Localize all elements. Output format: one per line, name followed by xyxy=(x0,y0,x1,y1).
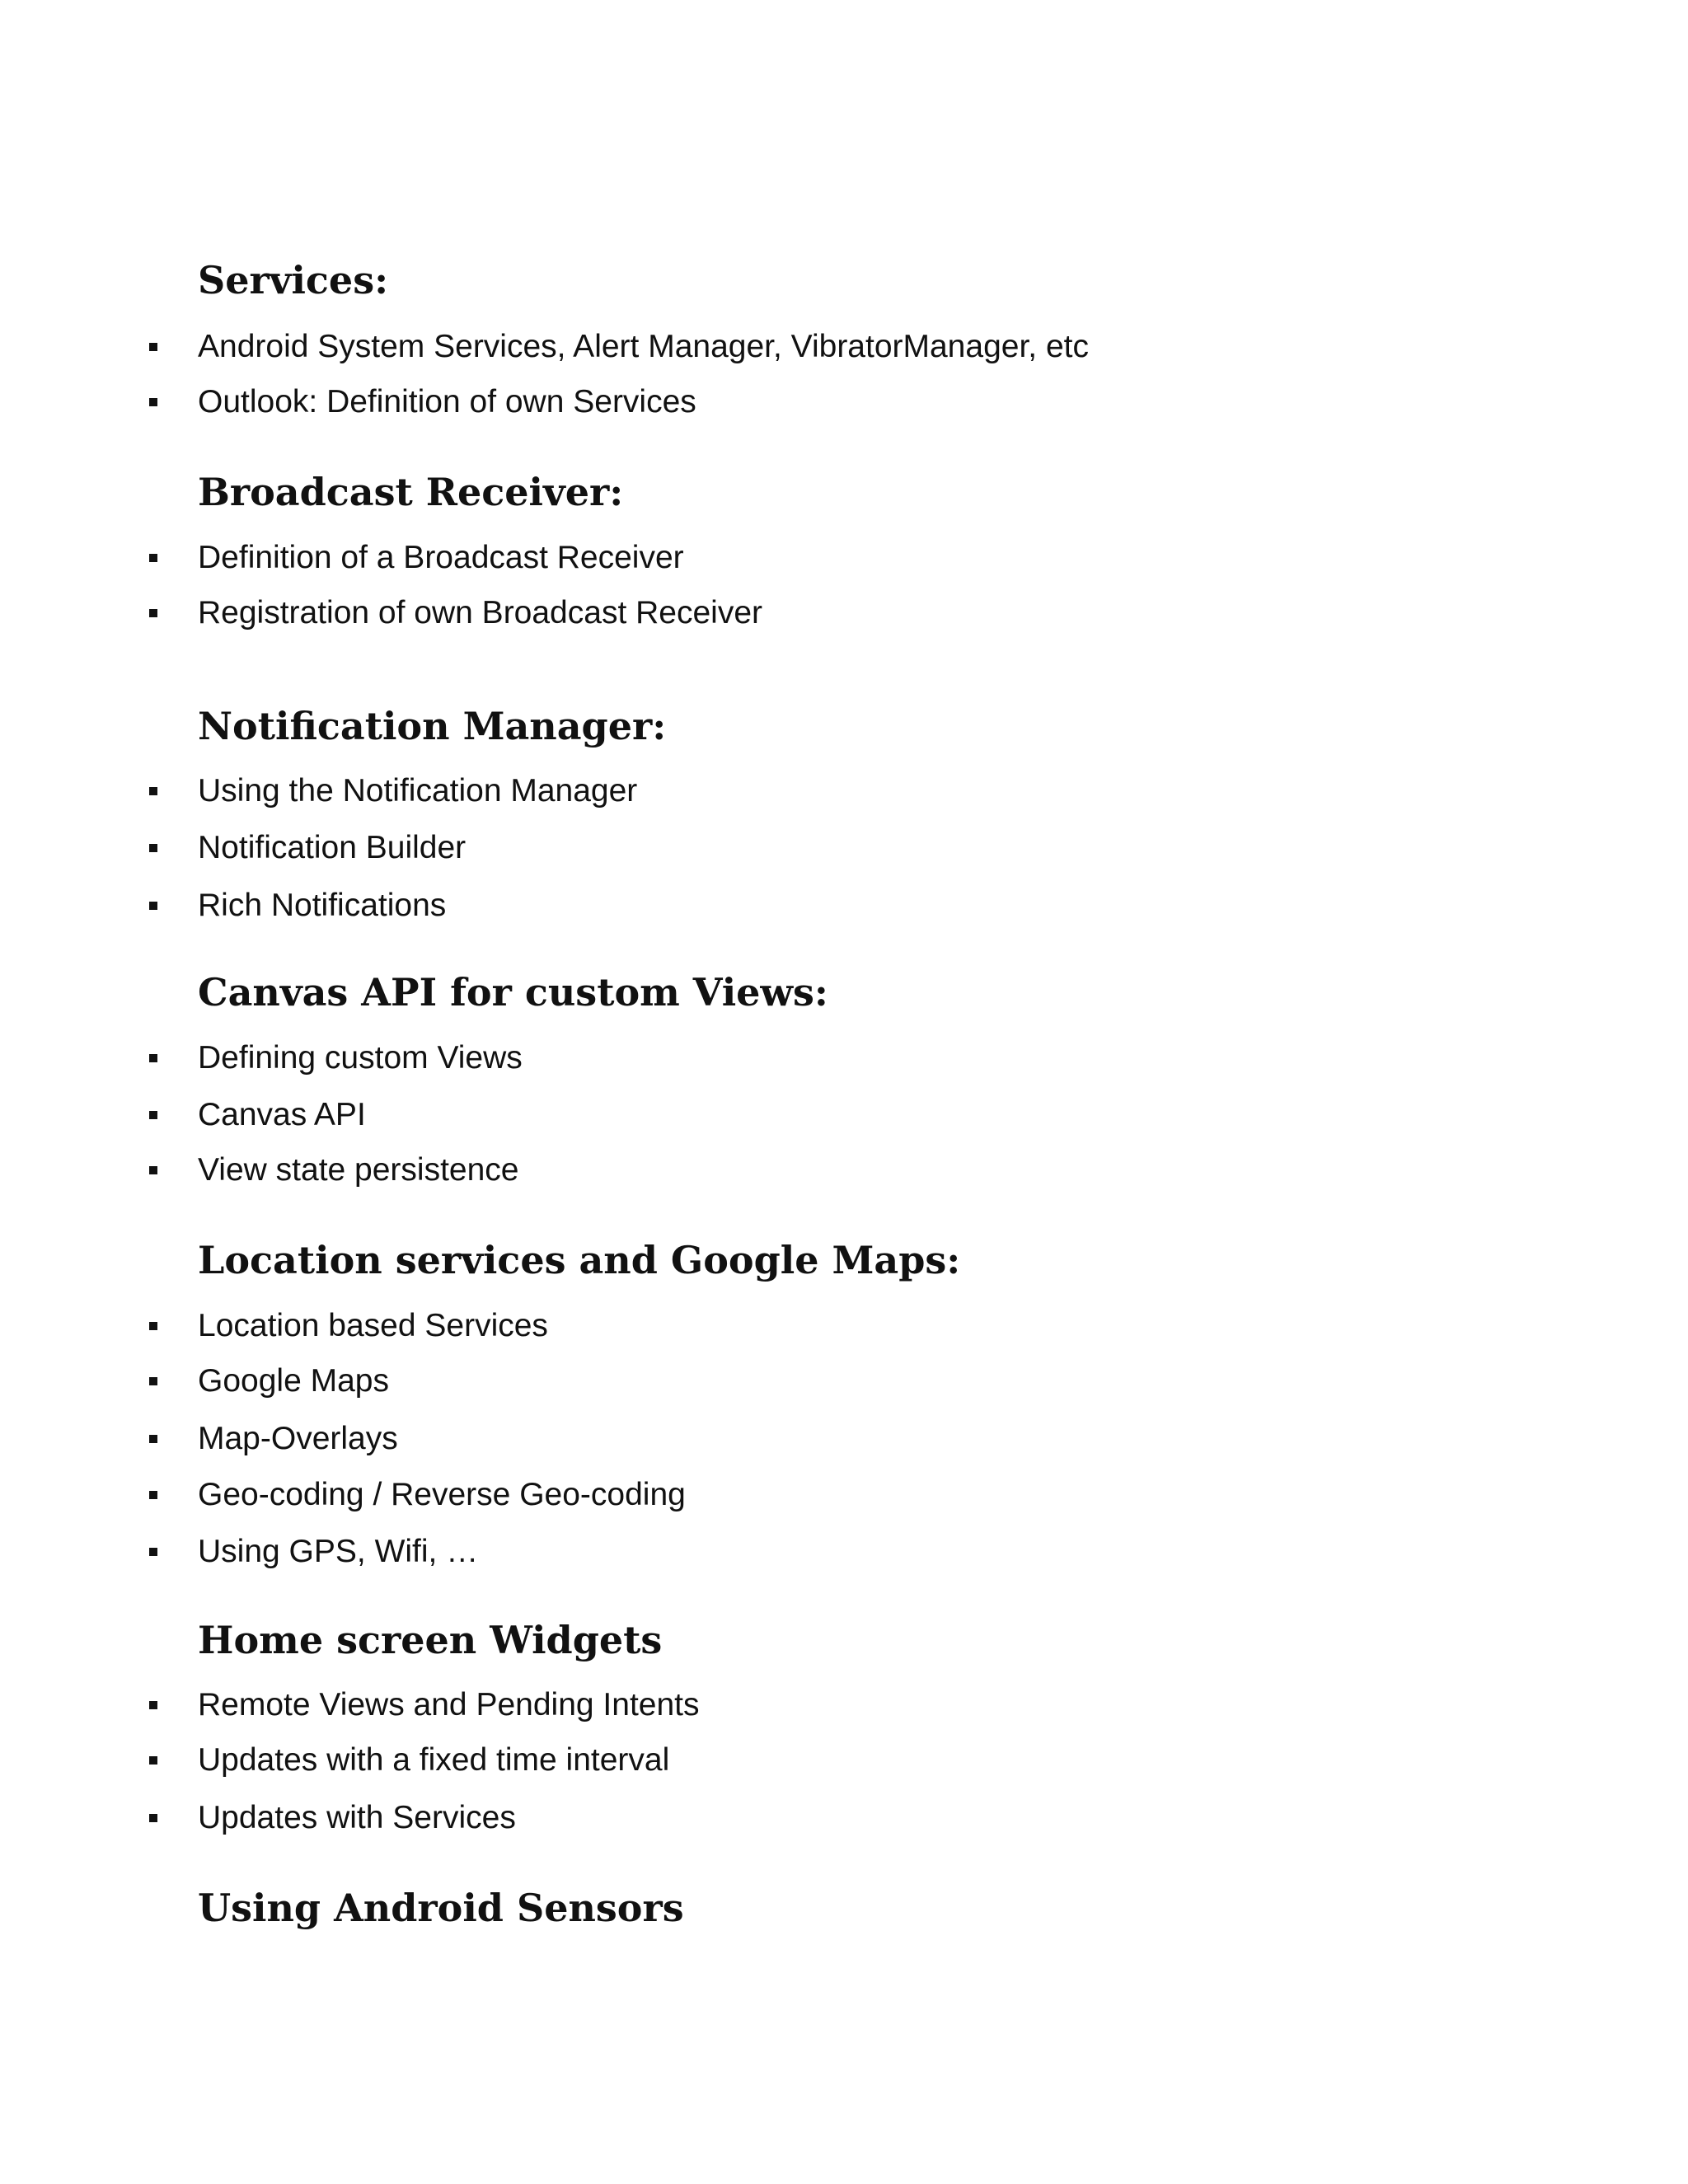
section-heading-services: Services: xyxy=(198,258,389,302)
bullet-icon xyxy=(149,1054,157,1062)
list-item-text: Android System Services, Alert Manager, VibratorManager, etc xyxy=(198,329,1089,364)
bullet-icon xyxy=(149,1377,157,1385)
list-item xyxy=(0,1682,1688,1728)
list-item xyxy=(0,1147,1688,1193)
bullet-icon xyxy=(149,902,157,910)
bullet-icon xyxy=(149,609,157,617)
list-item xyxy=(0,1472,1688,1518)
bullet-icon xyxy=(149,1756,157,1765)
list-item-text: Outlook: Definition of own Services xyxy=(198,384,696,419)
list-item xyxy=(0,535,1688,581)
list-item-text: Updates with Services xyxy=(198,1800,516,1835)
bullet-icon xyxy=(149,787,157,795)
list-item xyxy=(0,1358,1688,1404)
list-item xyxy=(0,1737,1688,1783)
list-item xyxy=(0,379,1688,425)
section-heading-notification-manager: Notification Manager: xyxy=(198,704,667,748)
bullet-icon xyxy=(149,1814,157,1822)
bullet-icon xyxy=(149,1322,157,1330)
section-heading-android-sensors: Using Android Sensors xyxy=(198,1886,684,1930)
list-item-text: Using GPS, Wifi, … xyxy=(198,1534,479,1569)
list-item-text: Updates with a fixed time interval xyxy=(198,1742,670,1778)
section-heading-home-screen-widgets: Home screen Widgets xyxy=(198,1618,663,1662)
bullet-icon xyxy=(149,844,157,852)
list-item-text: Map-Overlays xyxy=(198,1421,398,1456)
list-item xyxy=(0,1035,1688,1081)
list-item-text: Location based Services xyxy=(198,1308,548,1343)
list-item-text: View state persistence xyxy=(198,1152,519,1188)
section-heading-broadcast-receiver: Broadcast Receiver: xyxy=(198,470,624,514)
list-item xyxy=(0,1092,1688,1138)
list-item xyxy=(0,1303,1688,1349)
list-item xyxy=(0,590,1688,636)
bullet-icon xyxy=(149,554,157,562)
bullet-icon xyxy=(149,1111,157,1119)
list-item-text: Notification Builder xyxy=(198,830,467,865)
list-item-text: Remote Views and Pending Intents xyxy=(198,1687,700,1722)
list-item xyxy=(0,1416,1688,1462)
list-item-text: Canvas API xyxy=(198,1097,366,1132)
list-item-text: Rich Notifications xyxy=(198,888,447,923)
list-item xyxy=(0,324,1688,370)
list-item-text: Google Maps xyxy=(198,1363,389,1399)
list-item-text: Registration of own Broadcast Receiver xyxy=(198,595,762,630)
list-item-text: Geo-coding / Reverse Geo-coding xyxy=(198,1477,686,1512)
list-item xyxy=(0,883,1688,929)
list-item-text: Definition of a Broadcast Receiver xyxy=(198,540,684,575)
bullet-icon xyxy=(149,1166,157,1174)
bullet-icon xyxy=(149,1435,157,1443)
bullet-icon xyxy=(149,1491,157,1499)
list-item xyxy=(0,1795,1688,1841)
section-heading-location-services: Location services and Google Maps: xyxy=(198,1238,961,1282)
bullet-icon xyxy=(149,343,157,351)
list-item xyxy=(0,825,1688,871)
bullet-icon xyxy=(149,398,157,406)
list-item xyxy=(0,1529,1688,1575)
bullet-icon xyxy=(149,1548,157,1556)
bullet-icon xyxy=(149,1701,157,1709)
section-heading-canvas-api: Canvas API for custom Views: xyxy=(198,970,828,1015)
list-item-text: Defining custom Views xyxy=(198,1040,523,1076)
list-item xyxy=(0,768,1688,814)
list-item-text: Using the Notification Manager xyxy=(198,773,638,808)
